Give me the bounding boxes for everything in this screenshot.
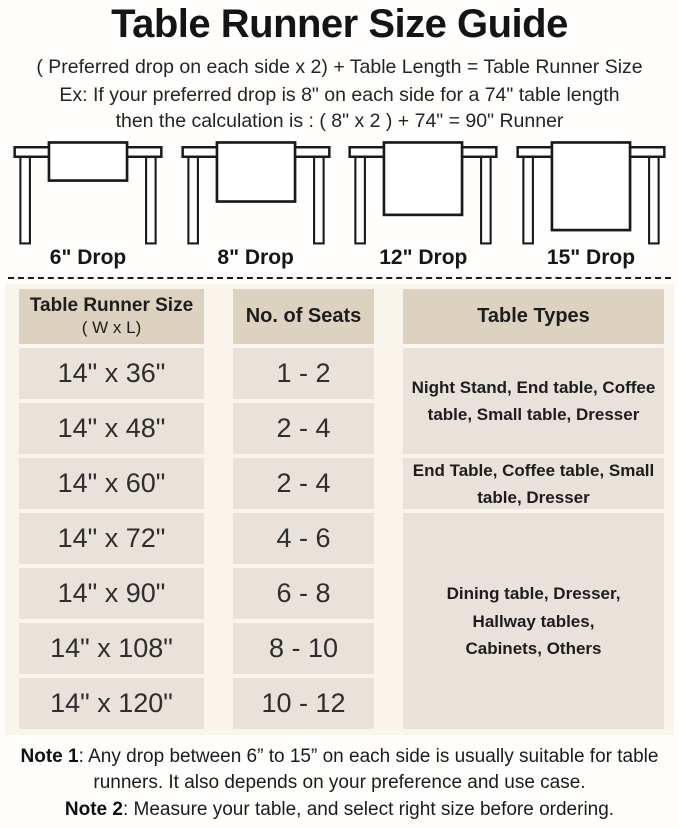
note-2 bbox=[4, 797, 675, 823]
table-row-seats: 6 - 8 bbox=[233, 568, 374, 619]
table-row-size: 14" x 36" bbox=[19, 348, 204, 399]
header-table-types bbox=[403, 289, 664, 344]
header-runner-size-subtitle: ( W x L) bbox=[81, 318, 142, 338]
table-row-seats: 4 - 6 bbox=[233, 513, 374, 564]
table-runner-diagram bbox=[511, 139, 671, 245]
header-table-types-label: Table Types bbox=[477, 305, 590, 328]
table-drop-illustration bbox=[343, 139, 503, 270]
table-row-seats: 10 - 12 bbox=[233, 678, 374, 729]
table-row-size: 14" x 90" bbox=[19, 568, 204, 619]
table-types-group-text: Dining table, Dresser, Hallway tables, Cabinets, Others bbox=[446, 584, 621, 658]
dashed-divider bbox=[8, 277, 671, 279]
table-row-size: 14" x 120" bbox=[19, 678, 204, 729]
size-table-panel bbox=[5, 284, 674, 735]
table-drop-illustration bbox=[511, 139, 671, 270]
notes-section bbox=[0, 744, 679, 823]
note-1-label: Note 1 bbox=[20, 746, 79, 768]
drop-label: 8" Drop bbox=[217, 246, 294, 270]
page-title: Table Runner Size Guide bbox=[111, 2, 568, 46]
table-row-size: 14" x 108" bbox=[19, 623, 204, 674]
size-table bbox=[19, 289, 674, 729]
table-row-seats: 2 - 4 bbox=[233, 403, 374, 454]
header-seats bbox=[233, 289, 374, 344]
table-types-group bbox=[403, 513, 664, 729]
note-1-text: : Any drop between 6” to 15” on each side is usually suitable for table runners. It also depends on your preference and use case. bbox=[78, 746, 659, 794]
drop-label: 6" Drop bbox=[49, 246, 127, 270]
table-runner-diagram bbox=[343, 139, 503, 245]
drop-label: 12" Drop bbox=[379, 246, 468, 270]
table-runner-diagram bbox=[176, 139, 336, 245]
table-types-group bbox=[403, 348, 664, 454]
table-row-seats: 2 - 4 bbox=[233, 458, 374, 509]
example-line-1: Ex: If your preferred drop is 8" on each side for a 74" table length bbox=[59, 83, 620, 106]
header-seats-label: No. of Seats bbox=[245, 305, 362, 328]
table-row-seats: 1 - 2 bbox=[233, 348, 374, 399]
note-1 bbox=[4, 744, 675, 796]
header-runner-size bbox=[19, 289, 204, 344]
table-types-group-text: Night Stand, End table, Coffee table, Small table, Dresser bbox=[411, 378, 656, 425]
table-row-size: 14" x 48" bbox=[19, 403, 204, 454]
table-row-size: 14" x 60" bbox=[19, 458, 204, 509]
table-types-group-text: End Table, Coffee table, Small table, Dresser bbox=[412, 460, 655, 507]
table-row-seats: 8 - 10 bbox=[233, 623, 374, 674]
size-guide-page bbox=[0, 2, 679, 828]
note-2-label: Note 2 bbox=[64, 799, 123, 821]
table-row-size: 14" x 72" bbox=[19, 513, 204, 564]
drop-illustrations-row bbox=[0, 136, 679, 270]
table-runner-diagram bbox=[8, 139, 168, 245]
header-runner-size-title: Table Runner Size bbox=[29, 295, 194, 317]
table-drop-illustration bbox=[176, 139, 336, 270]
drop-label: 15" Drop bbox=[546, 246, 636, 270]
formula-line: ( Preferred drop on each side x 2) + Table Length = Table Runner Size bbox=[36, 56, 643, 78]
example-line-2: then the calculation is : ( 8" x 2 ) + 74" = 90" Runner bbox=[115, 110, 564, 133]
table-drop-illustration bbox=[8, 139, 168, 270]
note-2-text: : Measure your table, and select right size before ordering. bbox=[122, 799, 615, 821]
table-types-group bbox=[403, 458, 664, 509]
